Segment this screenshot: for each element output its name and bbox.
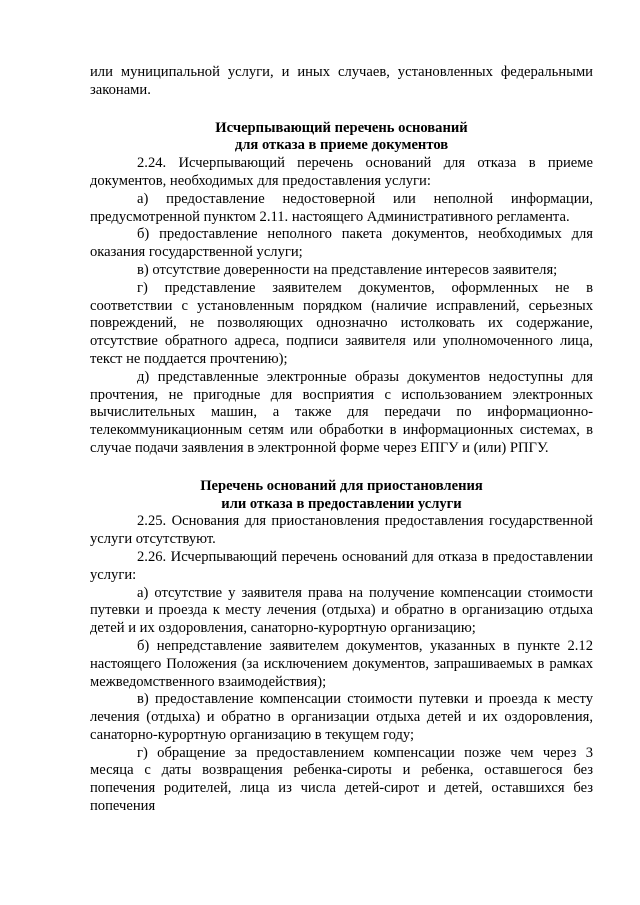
section-heading-line: Перечень оснований для приостановления [200, 477, 483, 494]
continuation-paragraph: или муниципальной услуги, и иных случаев, установленных федеральными законами. [90, 64, 593, 98]
list-item-d: д) представленные электронные образы документов недоступны для прочтения, не пригодные для восприятия с использованием электронных вычислительных машин, а также для передачи по информационно-телекоммуникационным сетям или обработки в информационных системах, в случае подачи заявления в электронной форме через ЕПГУ и (или) РПГУ. [90, 368, 593, 456]
list-item-b: б) непредставление заявителем документов, указанных в пункте 2.12 настоящего Положения (за исключением документов, запрашиваемых в рамках межведомственного взаимодействия); [90, 637, 593, 690]
section-body-reception-refusal [90, 155, 593, 458]
section-heading-suspension-refusal [90, 478, 593, 514]
list-item-a: а) отсутствие у заявителя права на получение компенсации стоимости путевки и проезда к месту лечения (отдыха) и обратно в организацию отдыха детей и их оздоровления, санаторно-курортную организацию; [90, 584, 593, 637]
section-heading-line: или отказа в предоставлении услуги [221, 495, 462, 512]
section-heading-reception-refusal [90, 120, 593, 156]
list-item-v: в) предоставление компенсации стоимости путевки и проезда к месту лечения (отдыха) и обратно в организации отдыха детей и их оздоровления, санаторно-курортную организацию в текущем году; [90, 691, 593, 743]
section-body-suspension-refusal [90, 513, 593, 816]
list-item-b: б) предоставление неполного пакета документов, необходимых для оказания государственной услуги; [90, 226, 593, 261]
list-item-v: в) отсутствие доверенности на представление интересов заявителя; [137, 261, 558, 278]
list-item-a: а) предоставление недостоверной или неполной информации, предусмотренной пунктом 2.11. настоящего Административного регламента. [90, 190, 593, 225]
section-heading-line: Исчерпывающий перечень оснований [215, 119, 468, 136]
list-item-g: г) представление заявителем документов, оформленных не в соответствии с установленным порядком (наличие исправлений, серьезных повреждений, не позволяющих однозначно истолковать их содержание, отсутствие обратного адреса, подписи заявителя или уполномоченного лица, текст не поддается прочтению); [90, 279, 593, 367]
paragraph-2-25: 2.25. Основания для приостановления предоставления государственной услуги отсутствуют. [90, 513, 593, 548]
section-heading-line: для отказа в приеме документов [234, 137, 449, 154]
paragraph-2-26: 2.26. Исчерпывающий перечень оснований для отказа в предоставлении услуги: [90, 548, 593, 583]
paragraph-2-24: 2.24. Исчерпывающий перечень оснований для отказа в приеме документов, необходимых для предоставления услуги: [90, 155, 593, 189]
list-item-g: г) обращение за предоставлением компенсации позже чем через 3 месяца с даты возвращения ребенка-сироты и ребенка, оставшегося без попечения родителей, лица из числа детей-сирот и детей, оставшихся без попечения [90, 744, 593, 815]
